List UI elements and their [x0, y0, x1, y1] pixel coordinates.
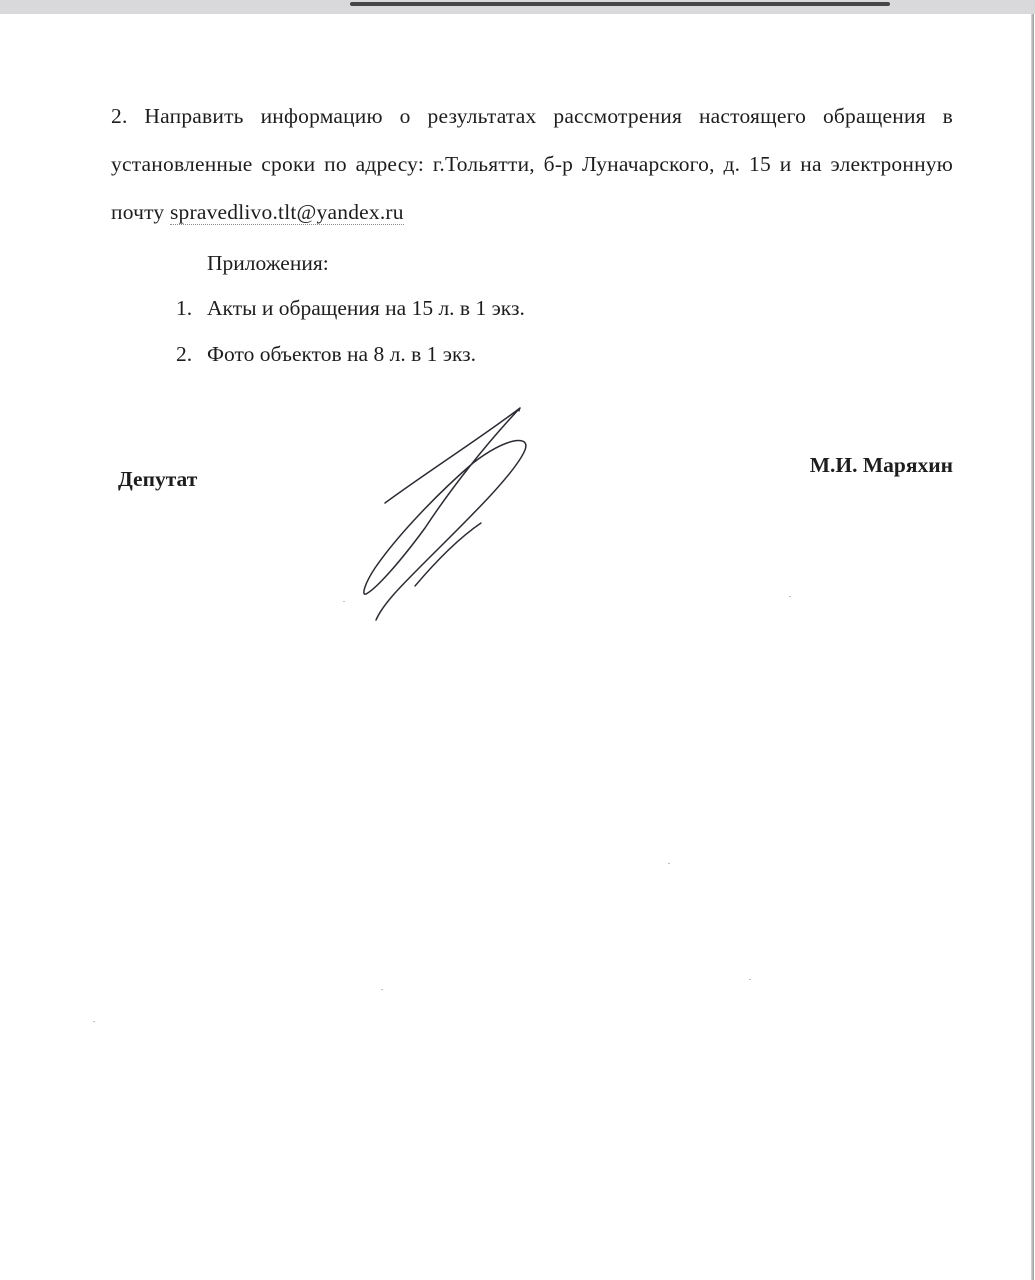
attachments-list — [176, 293, 525, 385]
attachment-item — [176, 339, 525, 385]
attachment-item — [176, 293, 525, 339]
scan-speck — [668, 863, 670, 864]
scan-speck — [93, 1021, 95, 1022]
attachment-number: 1. — [176, 296, 193, 320]
email-address: spravedlivo.tlt@yandex.ru — [169, 199, 404, 224]
scan-speck — [749, 979, 751, 980]
scanner-shadow-line — [350, 2, 890, 6]
scan-speck — [343, 601, 345, 602]
page-right-edge — [1031, 14, 1034, 1280]
attachments-title: Приложения: — [207, 251, 329, 275]
signer-name: М.И. Маряхин — [809, 453, 953, 477]
paragraph-2 — [111, 92, 953, 236]
handwritten-signature-icon — [355, 390, 545, 630]
paragraph-2-text: 2. Направить информацию о результатах рассмотрения настоящего обращения в установленные сроки по адресу: г.Тольятти, б-р Луначарского, д. 15 и на электронную почту — [111, 103, 953, 224]
scan-speck — [789, 596, 791, 597]
scan-speck — [381, 989, 383, 990]
position-label: Депутат — [118, 467, 198, 491]
attachment-text: Фото объектов на 8 л. в 1 экз. — [207, 342, 476, 366]
attachment-text: Акты и обращения на 15 л. в 1 экз. — [207, 296, 525, 320]
attachment-number: 2. — [176, 342, 193, 366]
